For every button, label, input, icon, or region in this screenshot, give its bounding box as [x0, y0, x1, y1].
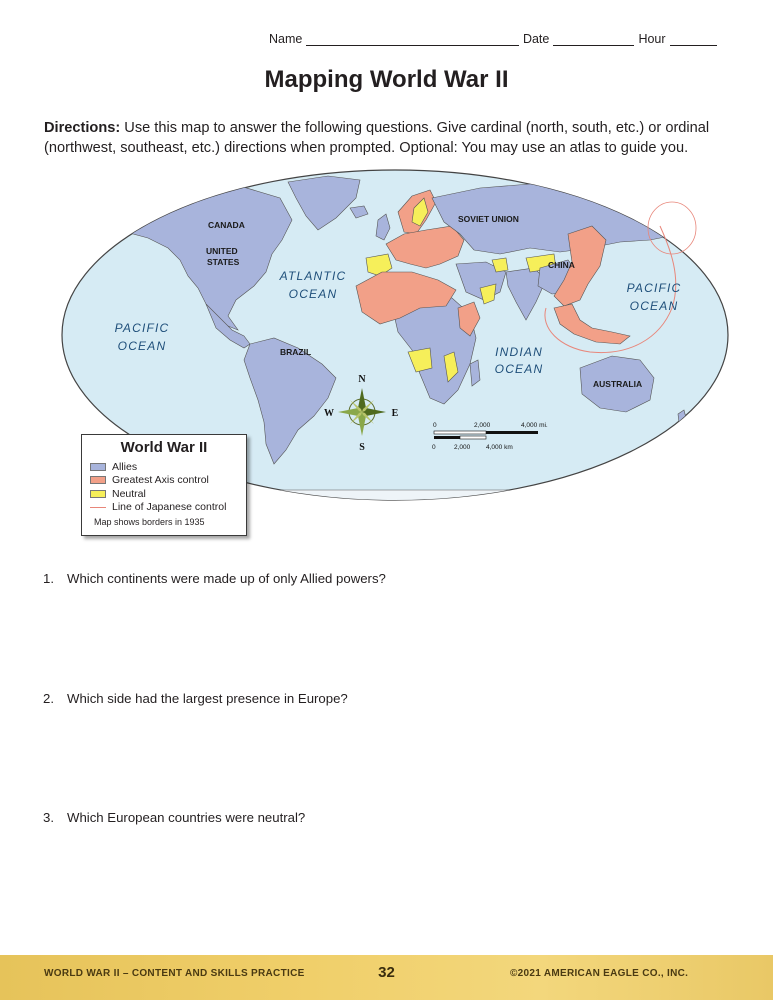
question-3 — [43, 810, 305, 825]
legend-label: Allies — [112, 460, 138, 473]
compass-w: W — [324, 408, 334, 419]
label-pacific-east-1: PACIFIC — [626, 281, 682, 295]
label-united: UNITED — [206, 246, 238, 256]
allies-swatch — [90, 463, 106, 471]
question-number: 1. — [43, 571, 54, 586]
label-states: STATES — [207, 257, 240, 267]
date-blank[interactable] — [553, 33, 634, 46]
legend-item-axis — [90, 474, 238, 488]
legend-item-allies — [90, 460, 238, 474]
label-pacific-east-2: OCEAN — [629, 299, 679, 313]
label-indian-2: OCEAN — [494, 362, 544, 376]
question-2 — [43, 691, 348, 706]
name-blank[interactable] — [306, 33, 519, 46]
label-australia: AUSTRALIA — [593, 379, 643, 389]
scale-mi-2: 4,000 mi. — [521, 422, 548, 429]
question-text: Which European countries were neutral? — [67, 810, 306, 825]
axis-swatch — [90, 476, 106, 484]
compass-s: S — [359, 442, 365, 453]
label-atlantic-1: ATLANTIC — [279, 269, 347, 283]
question-number: 3. — [43, 810, 54, 825]
label-brazil: BRAZIL — [280, 347, 312, 357]
question-text: Which continents were made up of only Allied powers? — [67, 571, 386, 586]
directions-text: Use this map to answer the following questions. Give cardinal (north, south, etc.) or ordinal (northwest, southeast, etc.) directions when prompted. Optional: You may use an atlas to guide you. — [44, 120, 710, 156]
japanese-line-swatch — [90, 507, 106, 508]
legend-title: World War II — [120, 439, 208, 456]
directions-lead: Directions: — [44, 120, 121, 136]
legend-label: Greatest Axis control — [112, 474, 209, 487]
label-pacific-west-1: PACIFIC — [114, 321, 170, 335]
scale-km-1: 2,000 — [454, 444, 471, 451]
name-label: Name — [269, 32, 303, 46]
question-number: 2. — [43, 691, 54, 706]
legend-note: Map shows borders in 1935 — [94, 517, 205, 527]
student-info-line — [269, 30, 721, 46]
hour-blank[interactable] — [670, 33, 717, 46]
page-number: 32 — [378, 964, 395, 981]
compass-e: E — [391, 408, 399, 419]
legend-label: Line of Japanese control — [112, 501, 227, 514]
question-text: Which side had the largest presence in Europe? — [67, 691, 348, 706]
neutral-swatch — [90, 490, 106, 498]
legend-item-japanese-line — [90, 501, 238, 515]
label-pacific-west-2: OCEAN — [117, 339, 167, 353]
question-1 — [43, 571, 386, 586]
label-china: CHINA — [548, 260, 575, 270]
page-title: Mapping World War II — [264, 66, 509, 93]
scale-km-0: 0 — [432, 444, 436, 451]
footer-series-title: WORLD WAR II – CONTENT AND SKILLS PRACTICE — [44, 968, 305, 979]
label-soviet-union: SOVIET UNION — [458, 214, 519, 224]
directions — [44, 118, 734, 158]
compass-n: N — [358, 374, 366, 385]
page-footer — [0, 955, 773, 1000]
label-canada: CANADA — [208, 220, 245, 230]
date-label: Date — [522, 32, 550, 46]
scale-mi-1: 2,000 — [474, 422, 491, 429]
legend-item-neutral — [90, 487, 238, 501]
map-legend — [81, 434, 247, 536]
hour-label: Hour — [638, 32, 666, 46]
footer-copyright: ©2021 AMERICAN EAGLE CO., INC. — [510, 968, 689, 979]
scale-mi-0: 0 — [433, 422, 437, 429]
label-atlantic-2: OCEAN — [288, 287, 338, 301]
scale-km-2: 4,000 km — [486, 444, 513, 451]
label-indian-1: INDIAN — [495, 345, 543, 359]
legend-label: Neutral — [112, 487, 146, 500]
